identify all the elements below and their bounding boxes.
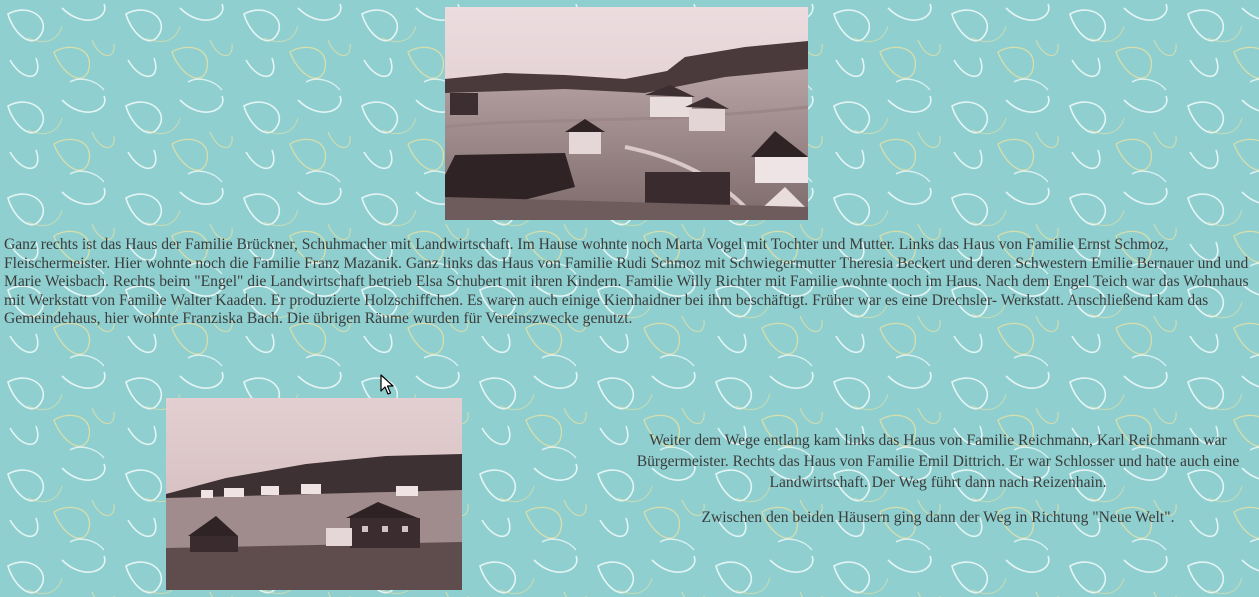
village-photo-top <box>445 7 808 220</box>
main-paragraph: Ganz rechts ist das Haus der Familie Brückner, Schuhmacher mit Landwirtschaft. Im Hause wohnte noch Marta Vogel mit Tochter und Mutter. Links das Haus von Familie Ernst Schmoz, Fleischermeister. Hier wohnte noch die Familie Franz Mazanik. Ganz links das Haus von Familie Rudi Schmoz mit Schwiegermutter Theresia Beckert und deren Schwestern Emilie Bernauer und und Marie Weisbach. Rechts beim "Engel" die Landwirtschaft betrieb Elsa Schubert mit ihren Kindern. Familie Willy Richter mit Familie wohnte noch im Haus. Nach dem Engel Teich war das Wohnhaus mit Werkstatt von Familie Walter Kaaden. Er produzierte Holzschiffchen. Es waren auch einige Kienhaidner bei ihm beschäftigt. Früher war es eine Drechsler- Werkstatt. Anschließend kam das Gemeindehaus, hier wohnte Franziska Bach. Die übrigen Räume wurden für Vereinszwecke genutzt. <box>4 236 1249 328</box>
right-paragraph-1: Weiter dem Wege entlang kam links das Haus von Familie Reichmann, Karl Reichmann war Bürgermeister. Rechts das Haus von Familie Emil Dittrich. Er war Schlosser und hatte auch eine Landwirtschaft. Der Weg führt dann nach Reizenhain. <box>636 432 1240 491</box>
right-paragraph-2: Zwischen den beiden Häusern ging dann der Weg in Richtung "Neue Welt". <box>701 509 1175 526</box>
mouse-pointer-icon <box>380 374 394 396</box>
village-photo-bottom <box>166 398 462 590</box>
